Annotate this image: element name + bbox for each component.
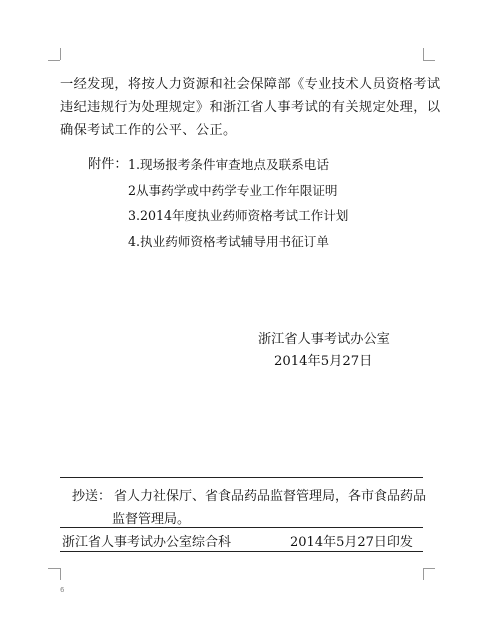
attachments-label: 附件：: [88, 157, 128, 172]
cc-recipients: 省人力社保厅、省食品药品监督管理局，各市食品药品: [114, 489, 427, 504]
attachment-item: 4.执业药师资格考试辅导用书征订单: [128, 234, 329, 249]
body-line: 确保考试工作的公平、公正。: [60, 123, 237, 138]
body-line: 违纪违规行为处理规定》和浙江省人事考试的有关规定处理，以: [60, 100, 441, 115]
attachment-item: 3.2014年度执业药师资格考试工作计划: [128, 208, 349, 223]
crop-mark: [423, 568, 435, 569]
attachment-item: 2从事药学或中药学专业工作年限证明: [128, 183, 338, 198]
attachment-item: 1.现场报考条件审查地点及联系电话: [128, 157, 329, 172]
body-paragraph: [60, 73, 440, 142]
cc-recipients-cont: 监督管理局。: [112, 512, 191, 527]
cc-label: 抄送：: [72, 489, 112, 504]
divider-rule: [60, 551, 423, 552]
body-line: 一经发现，将按人力资源和社会保障部《专业技术人员资格考试: [60, 77, 441, 92]
crop-mark: [48, 568, 60, 569]
crop-mark: [423, 568, 424, 580]
issuer-name: 浙江省人事考试办公室综合科: [62, 535, 232, 550]
issue-date: 2014年5月27日印发: [290, 535, 413, 550]
signature-date: 2014年5月27日: [274, 354, 373, 369]
crop-mark: [48, 60, 60, 61]
signature-office: 浙江省人事考试办公室: [258, 332, 390, 347]
crop-mark: [60, 48, 61, 60]
crop-mark: [423, 60, 435, 61]
crop-mark: [60, 568, 61, 580]
page-number: 6: [60, 586, 65, 594]
divider-rule: [60, 527, 423, 528]
crop-mark: [423, 48, 424, 60]
divider-rule: [60, 477, 423, 478]
